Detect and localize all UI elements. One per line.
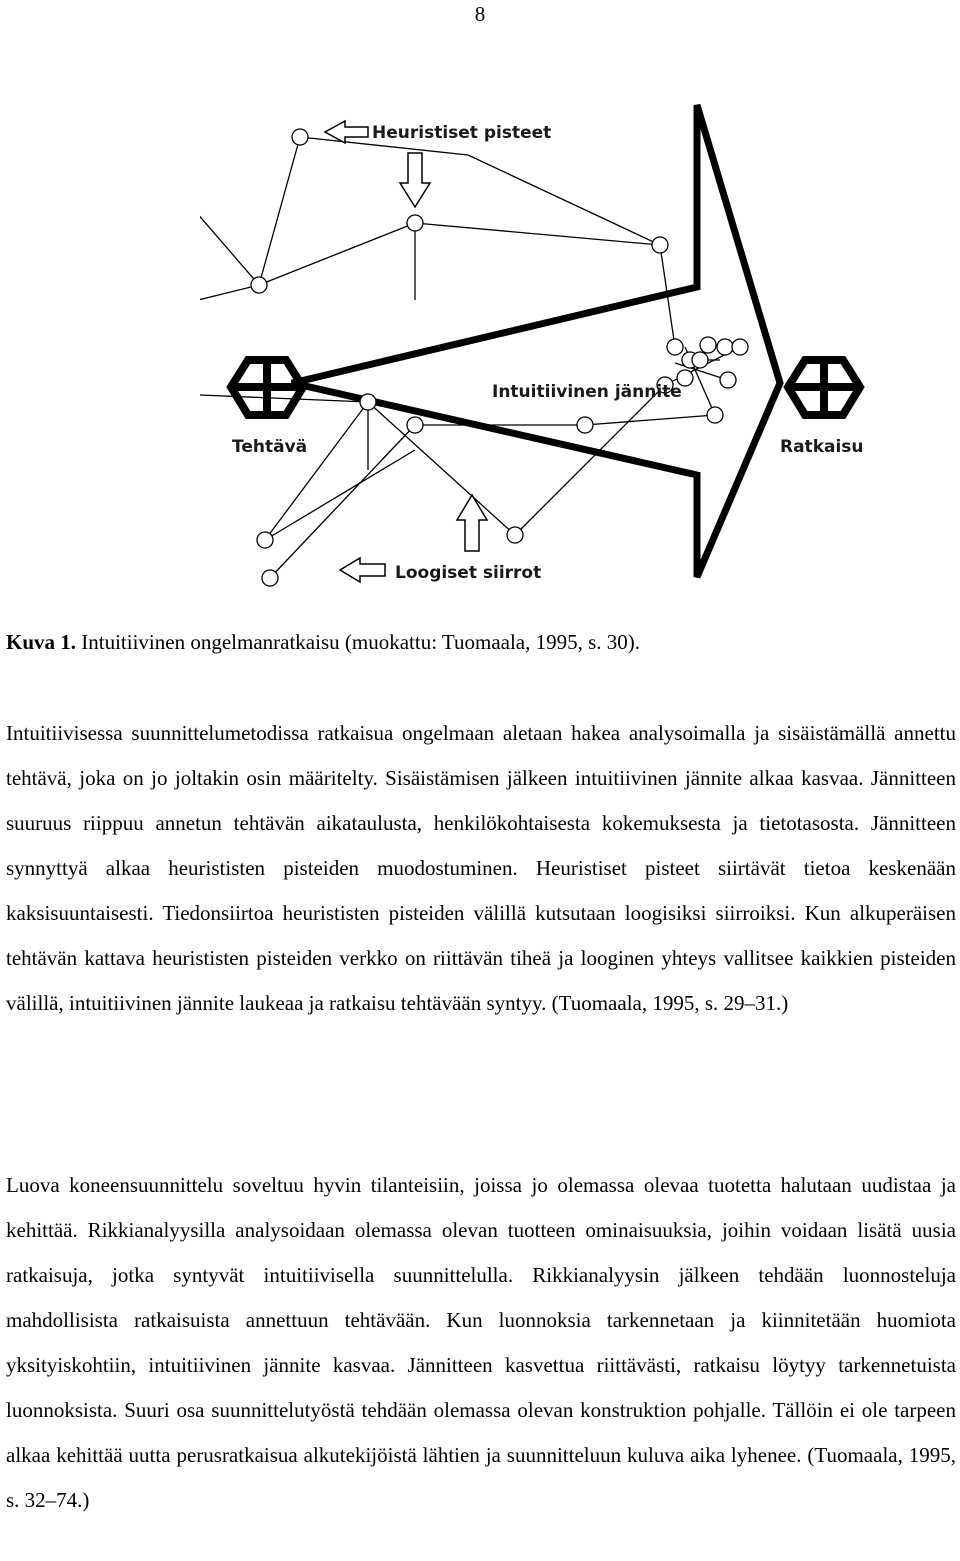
task-label: Tehtävä bbox=[232, 437, 308, 457]
solution-hexagon-icon bbox=[788, 360, 860, 415]
caption-prefix: Kuva 1. bbox=[6, 630, 77, 654]
caption-text: Intuitiivinen ongelmanratkaisu (muokattu: Tuomaala, 1995, s. 30). bbox=[81, 630, 641, 654]
figure-caption bbox=[6, 627, 956, 657]
logical-transfers-label: Loogiset siirrot bbox=[395, 563, 542, 583]
intuitive-problem-solving-figure bbox=[200, 95, 880, 595]
body-paragraph: Luova koneensuunnittelu soveltuu hyvin tilanteisiin, joissa jo olemassa olevaa tuotetta halutaan uudistaa ja kehittää. Rikkianalyysilla analysoidaan olemassa olevan tuotteen ominaisuuksia, joihin voidaan lisätä uusia ratkaisuja, jotka syntyvät intuitiivisella suunnittelulla. Rikkianalyysin jälkeen tehdään luonnosteluja mahdollisista ratkaisuista annettuun tehtävään. Kun luonnoksia tarkennetaan ja kiinnitetään huomiota yksityiskohtiin, intuitiivinen jännite kasvaa. Jännitteen kasvettua riittävästi, ratkaisu löytyy tarkennetuista luonnoksista. Suuri osa suunnittelutyöstä tehdään olemassa olevan konstruktion pohjalle. Tällöin ei ole tarpeen alkaa kehittää uutta perusratkaisua alkutekijöistä lähtien ja suunnitteluun kuluva aika lyhenee. (Tuomaala, 1995, s. 32–74.) bbox=[6, 1173, 956, 1512]
task-hexagon-icon bbox=[231, 360, 303, 415]
heuristic-points-label: Heuristiset pisteet bbox=[372, 123, 552, 143]
figure-diagram bbox=[200, 95, 880, 595]
left-pointer-arrow-icon bbox=[340, 558, 385, 582]
up-pointer-arrow-icon bbox=[457, 495, 487, 551]
down-pointer-arrow-icon bbox=[400, 153, 430, 207]
body-paragraph: Intuitiivisessa suunnittelumetodissa ratkaisua ongelmaan aletaan hakea analysoimalla ja sisäistämällä annettu tehtävä, joka on jo joltakin osin määritelty. Sisäistämisen jälkeen intuitiivinen jännite alkaa kasvaa. Jännitteen suuruus riippuu annetun tehtävän aikataulusta, henkilökohtaisesta kokemuksesta ja tietotasosta. Jännitteen synnyttyä alkaa heurististen pisteiden muodostuminen. Heuristiset pisteet siirtävät tietoa keskenään kaksisuuntaisesti. Tiedonsiirtoa heurististen pisteiden välillä kutsutaan loogisiksi siirroiksi. Kun alkuperäisen tehtävän kattava heurististen pisteiden verkko on riittävän tiheä ja looginen yhteys vallitsee kaikkien pisteiden välillä, intuitiivinen jännite laukeaa ja ratkaisu tehtävään syntyy. (Tuomaala, 1995, s. 29–31.) bbox=[6, 721, 956, 1015]
intuitive-tension-label: Intuitiivinen jännite bbox=[492, 382, 682, 402]
solution-label: Ratkaisu bbox=[780, 437, 864, 457]
page-number: 8 bbox=[474, 2, 486, 26]
left-pointer-arrow-icon bbox=[325, 121, 368, 143]
